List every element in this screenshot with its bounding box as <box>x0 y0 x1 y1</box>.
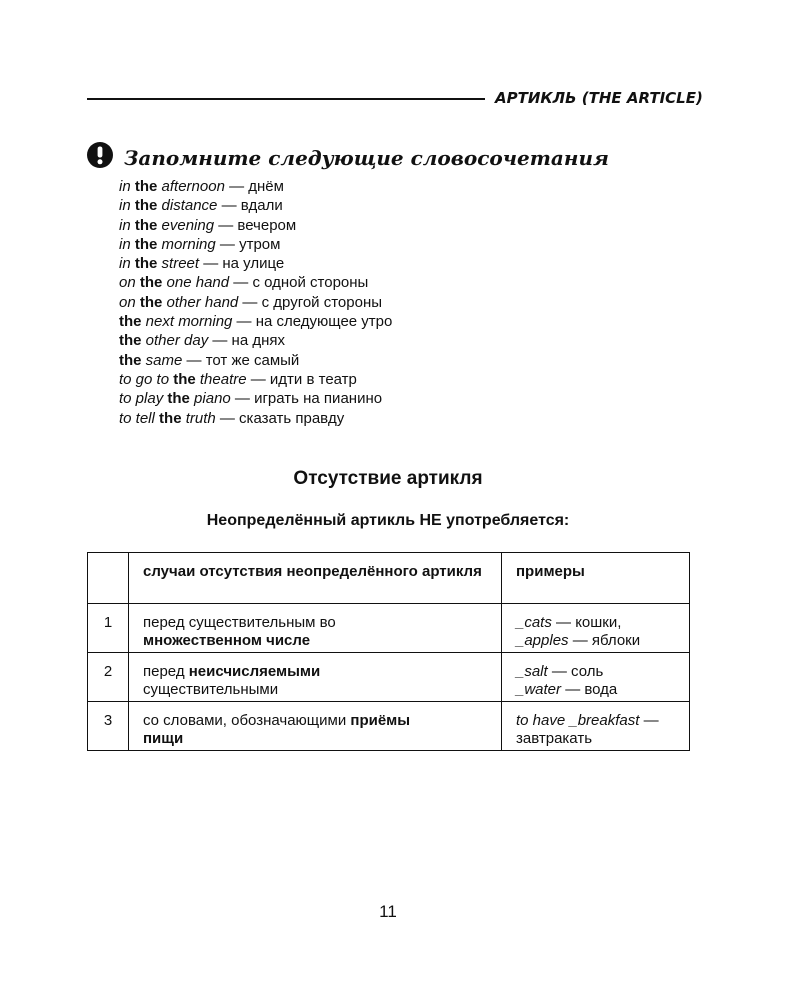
phrase-item: in the street — на улице <box>119 255 285 273</box>
phrase-item: in the distance — вдали <box>119 197 283 215</box>
note-title: Запомните следующие словосочетания <box>124 146 609 170</box>
phrase-item: on the other hand — с другой стороны <box>119 293 383 311</box>
row-case-cell: со словами, обозначающими приёмы пищи <box>129 702 502 751</box>
phrase-item: to go to the theatre — идти в театр <box>119 370 357 388</box>
table-row <box>88 702 690 751</box>
row-case-cell: перед существительным во множественном числе <box>129 604 502 653</box>
phrase-item: to tell the truth — сказать правду <box>119 409 345 427</box>
row-number-cell: 1 <box>88 604 129 653</box>
header-cell-examples: примеры <box>502 553 690 604</box>
phrase-item: in the evening — вечером <box>119 216 297 234</box>
table-row <box>88 653 690 702</box>
phrase-item: in the afternoon — днём <box>119 178 284 195</box>
exclamation-icon <box>87 142 113 168</box>
phrase-item: to play the piano — играть на пианино <box>119 390 383 408</box>
row-examples-cell: _salt — соль _water — вода <box>502 653 690 702</box>
section-title: Отсутствие артикля <box>293 468 483 489</box>
rule-title: Неопределённый артикль НЕ употребляется: <box>206 512 570 529</box>
table-header-row <box>88 553 690 604</box>
row-examples-cell: to have _breakfast — завтракать <box>502 702 690 751</box>
page-number: 11 <box>379 902 397 921</box>
header-cell-cases: случаи отсутствия неопределённого артикля <box>129 553 502 604</box>
rules-table <box>87 552 690 751</box>
row-number-cell: 3 <box>88 702 129 751</box>
table-row <box>88 604 690 653</box>
header-cell-number <box>88 553 129 604</box>
phrase-list <box>119 177 392 428</box>
running-header <box>87 88 703 112</box>
phrase-item: on the one hand — с одной стороны <box>119 274 369 292</box>
running-header-title: АРТИКЛЬ (THE ARTICLE) <box>495 89 703 107</box>
phrase-item: the next morning — на следующее утро <box>119 313 393 331</box>
row-number-cell: 2 <box>88 653 129 702</box>
row-case-cell: перед неисчисляемыми существительными <box>129 653 502 702</box>
phrase-item: the same — тот же самый <box>119 351 300 369</box>
row-examples-cell: _cats — кошки, _apples — яблоки <box>502 604 690 653</box>
phrase-item: in the morning — утром <box>119 235 281 253</box>
header-rule <box>87 98 485 100</box>
phrase-item: the other day — на днях <box>119 332 286 350</box>
